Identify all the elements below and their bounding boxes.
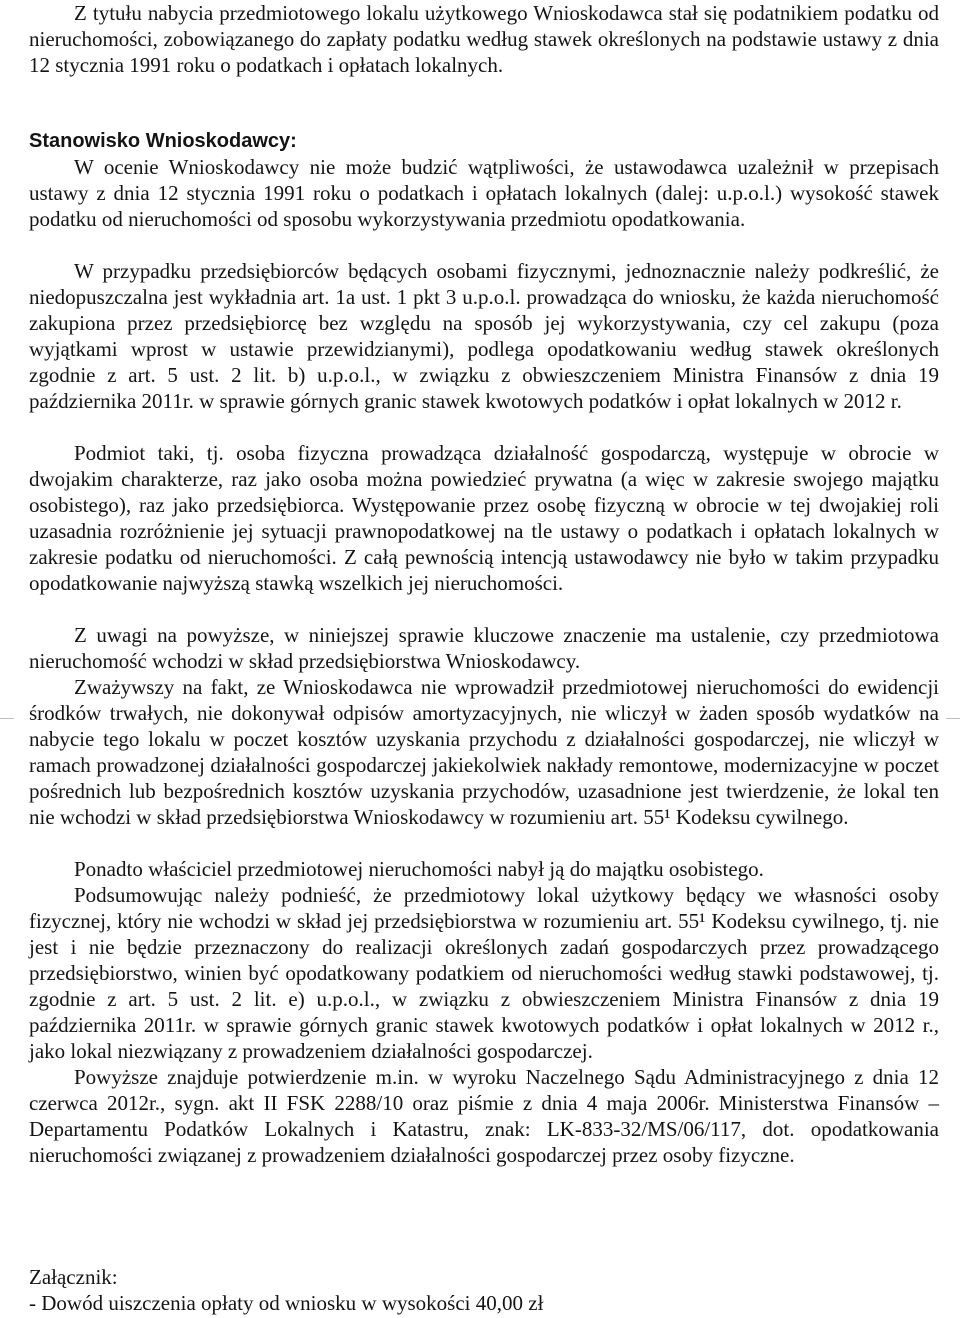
paragraph-summary: Podsumowując należy podnieść, że przedmiotowy lokal użytkowy będący we własności osoby fizycznej, który nie wchodzi w skład jej przedsiębiorstwa w rozumieniu art. 55¹ Kodeksu cywilnego, tj. nie jest i nie będzie przeznaczony do realizacji określonych zadań gospodarczych przez prowadzącego przedsiębiorstwo, winien być opodatkowany podatkiem od nieruchomości według stawki podstawowej, tj. zgodnie z art. 5 ust. 2 lit. e) u.p.o.l., w związku z obwieszczeniem Ministra Finansów z dnia 19 października 2011r. w sprawie górnych granic stawek kwotowych podatków i opłat lokalnych w 2012 r., jako lokal niezwiązany z prowadzeniem działalności gospodarczej. bbox=[29, 883, 939, 1063]
paragraph-intro: Z tytułu nabycia przedmiotowego lokalu użytkowego Wnioskodawca stał się podatnikiem podatku od nieruchomości, zobowiązanego do zapłaty podatku według stawek określonych na podstawie ustawy z dnia 12 stycznia 1991 roku o podatkach i opłatach lokalnych. bbox=[29, 1, 939, 77]
paragraph-natural-person: Podmiot taki, tj. osoba fizyczna prowadząca działalność gospodarczą, występuje w obrocie w dwojakim charakterze, raz jako osoba można powiedzieć prywatna (a więc w zakresie swojego majątku osobistego), raz jako przedsiębiorca. Występowanie przez osobę fizyczną w obrocie w tej dwojakiej roli uzasadnia rozróżnienie jej sytuacji prawnopodatkowej na tle ustawy o podatkach i opłatach lokalnych w zakresie podatku od nieruchomości. Z całą pewnością intencją ustawodawcy nie było w takim przypadku opodatkowanie najwyższą stawką wszelkich jej nieruchomości. bbox=[29, 441, 939, 595]
scan-edge-mark-left bbox=[0, 718, 14, 719]
paragraph-key-question: Z uwagi na powyższe, w niniejszej sprawie kluczowe znaczenie ma ustalenie, czy przedmiotowa nieruchomość wchodzi w skład przedsiębiorstwa Wnioskodawcy. bbox=[29, 623, 939, 673]
paragraph-entrepreneurs: W przypadku przedsiębiorców będących osobami fizycznymi, jednoznacznie należy podkreślić, że niedopuszczalna jest wykładnia art. 1a ust. 1 pkt 3 u.p.o.l. prowadząca do wniosku, że każda nieruchomość zakupiona przez przedsiębiorcę bez względu na sposób jej wykorzystywania, czy cel zakupu (poza wyjątkami wprost w ustawie przewidzianymi), podlega opodatkowaniu według stawek określonych zgodnie z art. 5 ust. 2 lit. b) u.p.o.l., w związku z obwieszczeniem Ministra Finansów z dnia 19 października 2011r. w sprawie górnych granic stawek kwotowych podatków i opłat lokalnych w 2012 r. bbox=[29, 259, 939, 413]
attachment-label: Załącznik: bbox=[29, 1265, 118, 1289]
paragraph-position: W ocenie Wnioskodawcy nie może budzić wątpliwości, że ustawodawca uzależnił w przepisach ustawy z dnia 12 stycznia 1991 roku o podatkach i opłatach lokalnych (dalej: u.p.o.l.) wysokość stawek podatku od nieruchomości od sposobu wykorzystywania przedmiotu opodatkowania. bbox=[29, 155, 939, 231]
section-heading: Stanowisko Wnioskodawcy: bbox=[29, 130, 297, 152]
scan-edge-mark-right bbox=[946, 718, 960, 719]
paragraph-confirmation: Powyższe znajduje potwierdzenie m.in. w wyroku Naczelnego Sądu Administracyjnego z dnia 12 czerwca 2012r., sygn. akt II FSK 2288/10 oraz piśmie z dnia 4 maja 2006r. Ministerstwa Finansów – Departamentu Podatków Lokalnych i Katastru, znak: LK-833-32/MS/06/117, dot. opodatkowania nieruchomości związanej z prowadzeniem działalności gospodarczej przez osoby fizyczne. bbox=[29, 1065, 939, 1167]
paragraph-personal-assets: Ponadto właściciel przedmiotowej nieruchomości nabył ją do majątku osobistego. bbox=[74, 857, 764, 881]
attachment-item: - Dowód uiszczenia opłaty od wniosku w wysokości 40,00 zł bbox=[29, 1291, 544, 1315]
paragraph-not-in-enterprise: Zważywszy na fakt, ze Wnioskodawca nie wprowadził przedmiotowej nieruchomości do ewidencji środków trwałych, nie dokonywał odpisów amortyzacyjnych, nie wliczył w żaden sposób wydatków na nabycie tego lokalu w poczet kosztów uzyskania przychodu z działalności gospodarczej, nie wliczył w ramach prowadzonej działalności gospodarczej jakiekolwiek nakłady remontowe, modernizacyjne w poczet pośrednich lub bezpośrednich kosztów uzyskania przychodów, uzasadnione jest twierdzenie, że lokal ten nie wchodzi w skład przedsiębiorstwa Wnioskodawcy w rozumieniu art. 55¹ Kodeksu cywilnego. bbox=[29, 675, 939, 829]
